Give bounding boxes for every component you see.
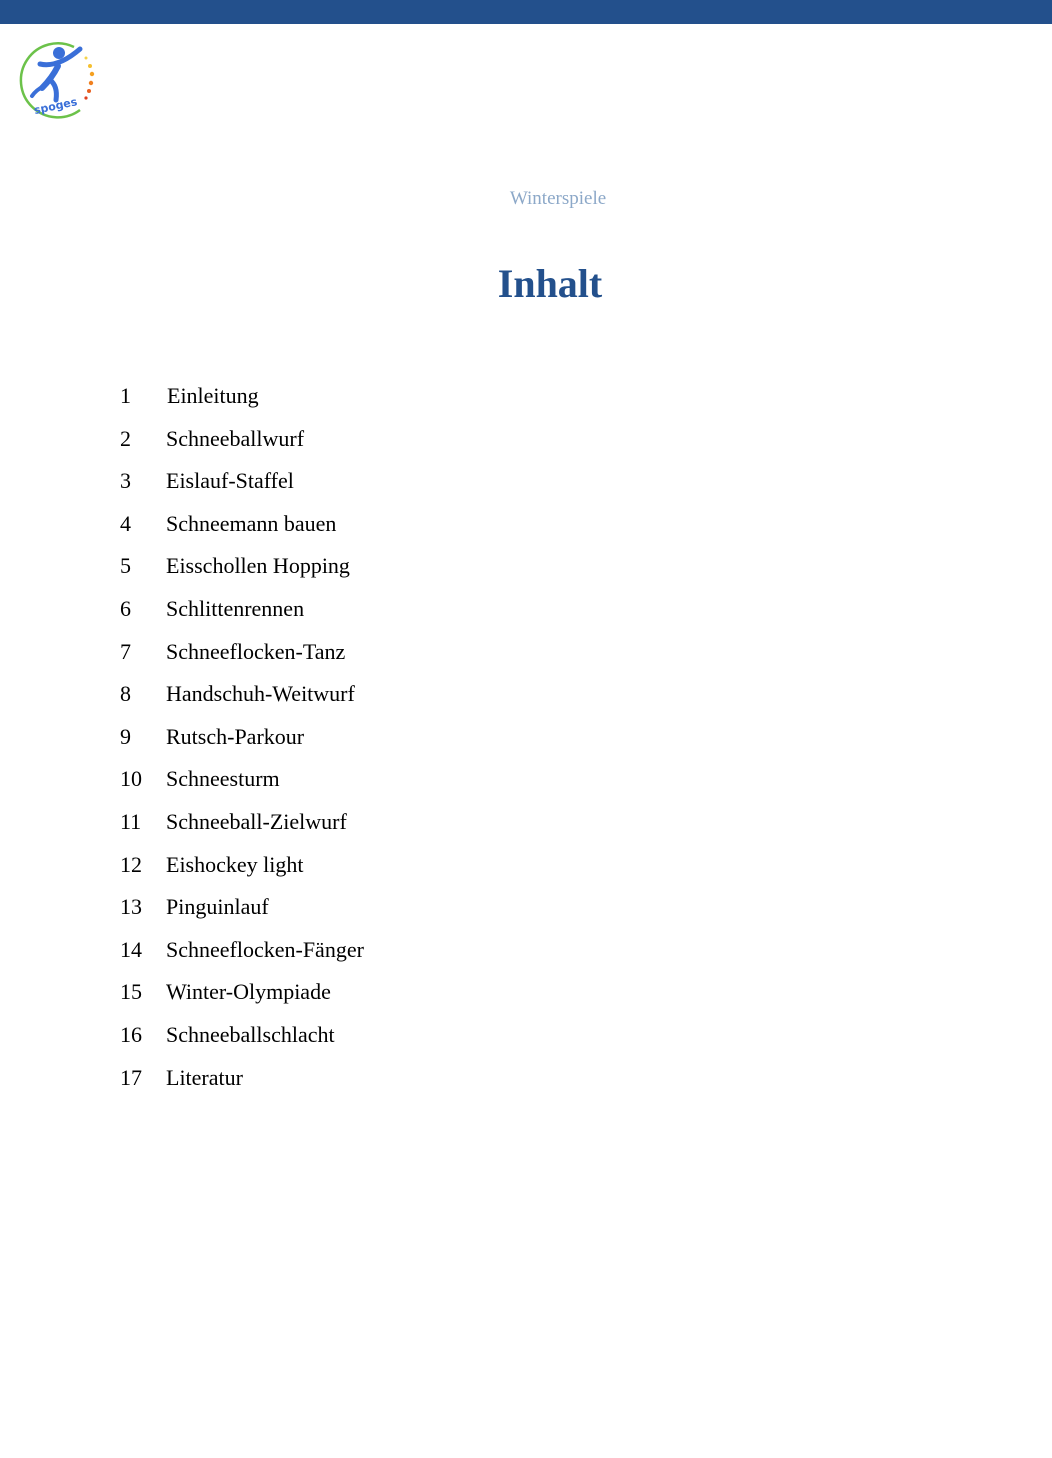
toc-label: Rutsch-Parkour (166, 723, 305, 749)
toc-label: Schneemann bauen (166, 510, 337, 536)
toc-label: Schneeball-Zielwurf (166, 808, 347, 834)
spoges-logo (14, 38, 98, 120)
toc-label: Handschuh-Weitwurf (166, 681, 355, 707)
toc-number: 12 (120, 851, 142, 877)
toc-label: Schlittenrennen (166, 595, 305, 621)
toc-number: 1 (120, 383, 131, 408)
svg-text:spoges: spoges (32, 95, 79, 118)
toc-number: 4 (120, 510, 131, 536)
toc-number: 8 (120, 681, 131, 707)
toc-number: 14 (120, 936, 142, 962)
toc-label: Eisschollen Hopping (166, 553, 350, 579)
toc-label: Schneeballschlacht (166, 1021, 335, 1047)
toc-number: 5 (120, 553, 131, 579)
toc-label: Einleitung (167, 383, 259, 408)
toc-label: Schneeflocken-Fänger (166, 936, 364, 962)
toc-number: 7 (120, 638, 131, 664)
toc-number: 3 (120, 468, 131, 494)
toc-number: 9 (120, 723, 131, 749)
toc-label: Winter-Olympiade (166, 979, 331, 1005)
toc-label: Literatur (166, 1064, 243, 1090)
toc-label: Eishockey light (166, 851, 304, 877)
toc-number: 10 (120, 766, 142, 792)
toc-number: 15 (120, 979, 142, 1005)
page-title: Inhalt (497, 261, 603, 306)
toc-number: 17 (120, 1064, 142, 1090)
document-subtitle: Winterspiele (509, 188, 607, 209)
logo-icon (14, 38, 98, 120)
toc-label: Schneeflocken-Tanz (166, 638, 346, 664)
toc-number: 6 (120, 595, 131, 621)
toc-label: Pinguinlauf (166, 894, 269, 920)
toc-label: Eislauf-Staffel (166, 468, 294, 494)
toc-number: 13 (120, 894, 142, 920)
toc-number: 11 (120, 808, 142, 834)
header-bar (0, 0, 1052, 24)
toc-label: Schneesturm (166, 766, 280, 792)
toc-label: Schneeballwurf (166, 425, 305, 451)
toc-number: 16 (120, 1021, 142, 1047)
toc-number: 2 (120, 425, 131, 451)
